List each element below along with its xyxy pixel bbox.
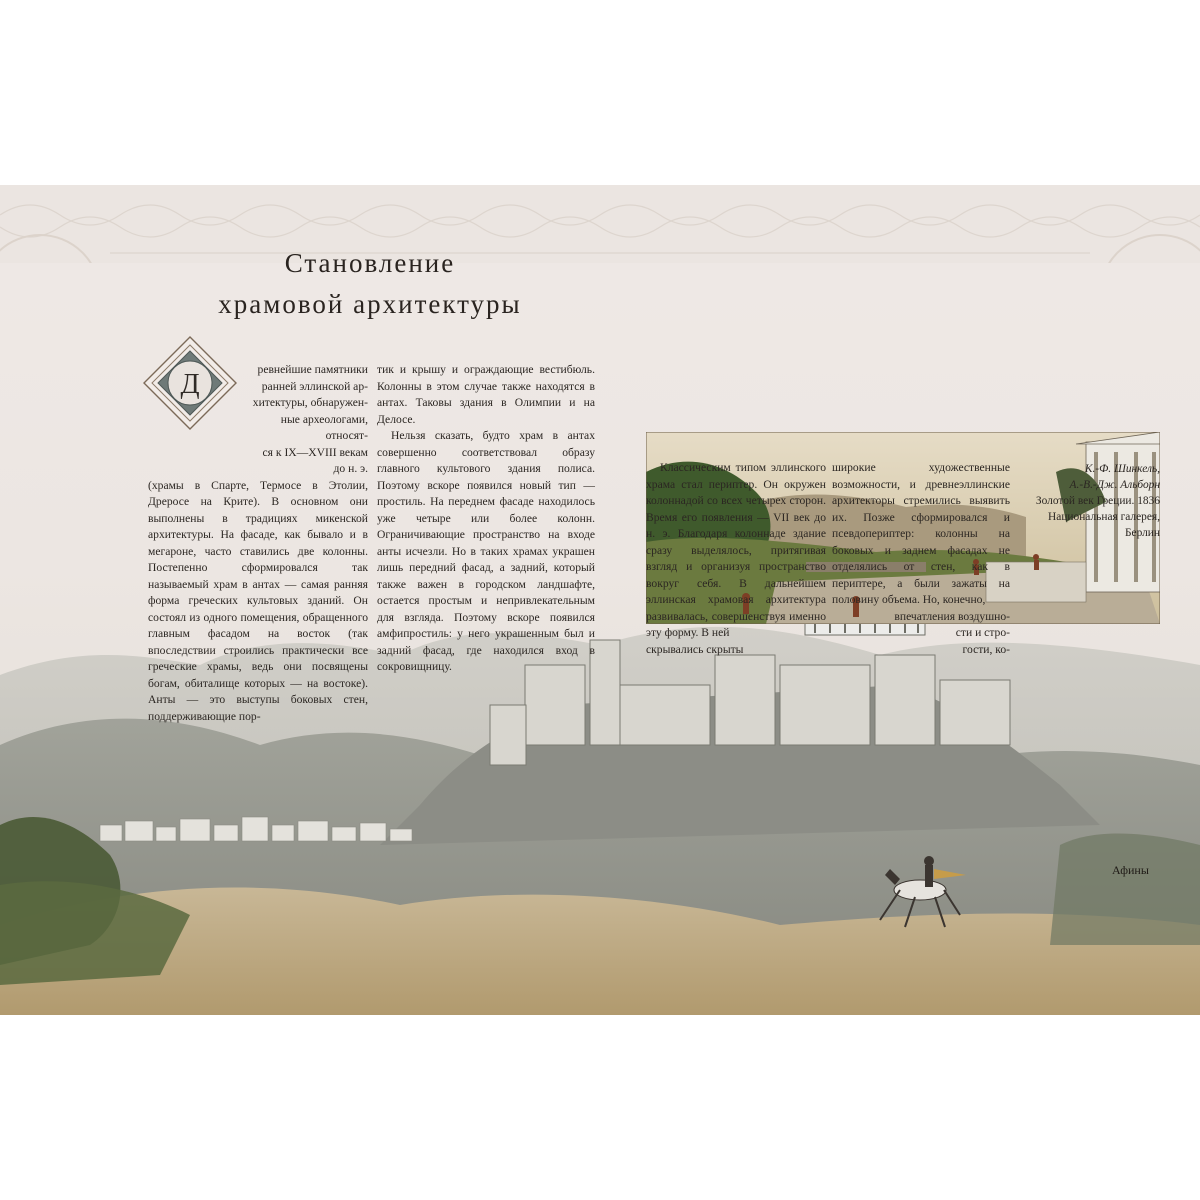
column-2-para-2: Нельзя сказать, будто храм в антах совершенно соответствовал образу главного культового здания полиса. Поэтому вскоре появился новый тип — простиль. На переднем фасаде находилось уже четыре или более колонн. Ограничивающие пространство на входе анты исчезли. Но в таких храмах украшен лишь передний фасад, а задний, который также важен в городском ландшафте, остается простым и непривлекательным для взгляда. Поэтому вскоре появился амфипростиль: у него украшенным был и задний фасад, где находился вход в сокровищницу. [377, 429, 595, 673]
column-2-para-1: тик и крышу и ограждающие вестибюль. Колонны в этом случае также находятся в антах. Таковы здания в Олимпии и на Делосе. [377, 363, 595, 426]
page-title [150, 243, 590, 325]
text-column-4 [832, 460, 1010, 658]
lead-line-1: ревнейшие памятники [257, 363, 368, 376]
caption-museum: Национальная галерея, [1048, 511, 1160, 523]
caption-city: Берлин [1124, 527, 1160, 539]
caption-author-1: К.-Ф. Шинкель, [1084, 463, 1160, 475]
column-1-body: (храмы в Спарте, Термосе в Этолии, Дреросе на Крите). В основном они выполнены в традициях микенской архитектуры. На фасаде, как бывало и в мегароне, часто ставились две колонны. Постепенно сформировался так называемый храм в антах — самая ранняя форма греческих культовых зданий. Он состоял из одного помещения, обращенного главным фасадом на восток (так впоследствии строились практически все греческие храмы, ведь они посвящены богам, обиталище которых — на востоке). Анты — это выступы боковых стен, поддерживающие пор- [148, 478, 368, 723]
text-column-2 [377, 362, 595, 676]
title-line-1: Становление [284, 248, 456, 278]
lead-line-2: ранней эллинской ар- [261, 379, 368, 393]
column-4-tail-3: гости, ко- [962, 642, 1010, 656]
painting-caption [1012, 461, 1160, 541]
caption-authors [1012, 461, 1160, 493]
image-label-athens: Афины [1112, 863, 1149, 877]
book-spread [0, 185, 1200, 1015]
drop-cap-letter: Д [180, 369, 200, 400]
drop-cap-space [148, 362, 248, 452]
caption-author-2: А.-В.-Дж. Альборн [1069, 479, 1160, 491]
column-4-body: широкие художественные возможности, и древнеэллинские архитекторы стремились выявить их. Позже сформировался и псевдопериптер: колонны на боковых и заднем фасадах не отделялись от стен, как в периптере, а были зажаты на половину объема. Но, конечно, [832, 461, 1010, 606]
column-4-tail-2: сти и стро- [955, 626, 1010, 639]
column-3-last-line: скрывались скрыты [646, 642, 744, 656]
column-4-tail-1: впечатления воздушно- [894, 609, 1010, 623]
caption-work: Золотой век Греции. 1836 [1035, 495, 1160, 507]
lead-line-4: ные археологами, относят- [280, 412, 368, 442]
lead-line-3: хитектуры, обнаружен- [252, 396, 368, 409]
text-column-3 [646, 460, 826, 658]
text-column-1 [148, 362, 368, 725]
lead-line-5: ся к IX—XVIII векам до н. э. [262, 445, 368, 475]
column-3-para-1: Классическим типом эллинского храма стал периптер. Он окружен колоннадой со всех четырех сторон. Время его появления — VII век до н. э. Благодаря колоннаде здание сразу выделялось, притягивая взгляд и организуя пространство вокруг себя. В дальнейшем эллинская храмовая архитектура развивалась, совершенствуя именно эту форму. В ней [646, 461, 826, 639]
title-line-2: храмовой архитектуры [218, 289, 522, 319]
